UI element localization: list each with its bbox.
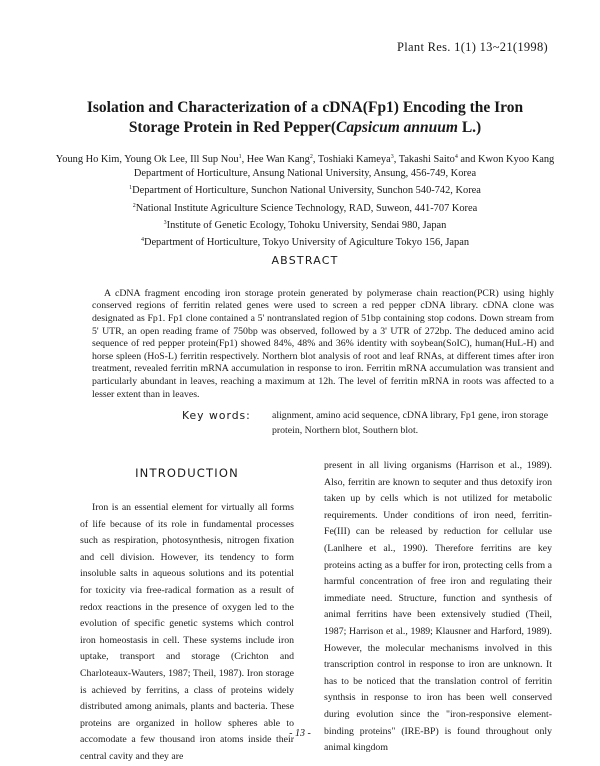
affiliation-marker: 2	[132, 202, 136, 209]
affiliation-4	[40, 233, 570, 250]
journal-reference: Plant Res. 1(1) 13~21(1998)	[397, 40, 548, 54]
title-line-2-suffix: L.)	[457, 119, 482, 136]
author-text: , Hee Wan Kang	[241, 154, 310, 165]
affiliation-2	[40, 199, 570, 216]
title-line-2-prefix: Storage Protein in Red Pepper(	[128, 119, 337, 136]
affiliation-3	[40, 216, 570, 233]
affiliation-marker: 3	[163, 219, 167, 226]
abstract-text: A cDNA fragment encoding iron storage protein generated by polymerase chain reaction(PCR) using highly conserved regions of ferritin related genes were used to screen a red pepper cDNA library. cDNA clone was designated as Fp1. Fp1 clone contained a 5' nontranslated region of 51bp containing stop codons. Down stream from 5' UTR, an open reading frame of 750bp was observed, followed by a 3' UTR of 272bp. The deduced amino acid sequence of red pepper protein(Fp1) showed 84%, 48% and 36% identity with soybean(SoIC), human(HuL-H) and horse spleen (HoS-L) ferritin respectively. Northern blot analysis of root and leaf RNAs, at different times after iron treatment, revealed ferritin mRNA accumulation in response to iron. Ferritin mRNA accumulation was transient and particularly abundant in leaves, reaching a maximum at 12h. The level of ferritin mRNA in roots was affected to a lesser extent than in leaves.	[92, 287, 554, 400]
author-text: and Kwon Kyoo Kang	[457, 154, 555, 165]
author-superscript: 2	[309, 154, 313, 160]
affiliation-marker: 4	[140, 237, 144, 244]
species-name: Capsicum annuum	[336, 119, 458, 136]
author-superscript: 1	[238, 154, 242, 160]
right-column	[324, 458, 552, 757]
author-text: , Toshiaki Kameya	[312, 154, 391, 165]
affiliation-text: Department of Horticulture, Tokyo University of Agiculture Tokyo 156, Japan	[143, 237, 470, 249]
affiliation-text: National Institute Agriculture Science Technology, RAD, Suweon, 441-707 Korea	[135, 202, 478, 214]
affiliation-text: Department of Horticulture, Sunchon National University, Sunchon 540-742, Korea	[132, 185, 481, 197]
left-column	[80, 466, 294, 766]
author-superscript: 3	[390, 154, 394, 160]
author-list	[40, 150, 570, 167]
introduction-paragraph-left: Iron is an essential element for virtually all forms of life because of its role in fundamental processes such as respiration, photosynthesis, nitrogen fixation and cell division. However, its tendency to form insoluble salts in aqueous solutions and its potential for toxicity via free-radical formation as a result of redox reactions in the presence of oxygen led to the evolution of specific genetic systems which control iron homeostasis in cell. These systems include iron uptake, transport and storage (Crichton and Charloteaux-Wauters, 1987; Theil, 1987). Iron storage is achieved by ferritins, a class of proteins widely distributed among animals, plants and bacteria. These proteins are organized in hollow spheres able to accomodate a few thousand iron atoms inside their central cavity and they are	[80, 502, 294, 762]
keywords-label: Key words:	[182, 409, 251, 422]
introduction-heading: INTRODUCTION	[135, 466, 239, 480]
introduction-paragraph-right: present in all living organisms (Harrison et al., 1989). Also, ferritin are known to sequter and thus detoxify iron taken up by cells which is not utilized for metabolic requirements. Under conditions of iron need, ferritin-Fe(III) can be released by reduction for cellular use (Lanlhere et al., 1990). Therefore ferritins are key proteins acting as a buffer for iron, protecting cells from a harmful concentration of free iron and regulating their immediate need. Structure, function and synthesis of animal ferritins have been extensively studied (Theil, 1987; Harrison et al., 1989; Klausner and Harford, 1989). However, the molecular mechanisms involved in this transcription control in response to iron are unknown. It has to be noticed that the translation control of ferritin synthsis in response to iron has been well conserved during evolution since the "iron-responsive element-binding proteins" (IRE-BP) is found throughout only animal kingdom	[324, 460, 552, 754]
affiliations	[40, 166, 570, 250]
affiliation-marker: 1	[129, 185, 133, 192]
title-line-2	[40, 118, 570, 138]
affiliation-1	[40, 181, 570, 198]
author-superscript: 4	[454, 154, 458, 160]
page-number: - 13 -	[289, 728, 311, 739]
abstract-heading: ABSTRACT	[271, 254, 339, 267]
affiliation-text: Institute of Genetic Ecology, Tohoku University, Sendai 980, Japan	[166, 219, 447, 231]
author-text: , Takashi Saito	[393, 154, 455, 165]
affiliation-0: Department of Horticulture, Ansung National University, Ansung, 456-749, Korea	[133, 168, 477, 179]
author-text: Young Ho Kim, Young Ok Lee, Ill Sup Nou	[55, 154, 239, 165]
keywords-list: alignment, amino acid sequence, cDNA library, Fp1 gene, iron storage protein, Northern blot, Southern blot.	[272, 410, 549, 436]
paper-title	[40, 98, 570, 138]
title-line-1: Isolation and Characterization of a cDNA(Fp1) Encoding the Iron	[86, 99, 524, 116]
